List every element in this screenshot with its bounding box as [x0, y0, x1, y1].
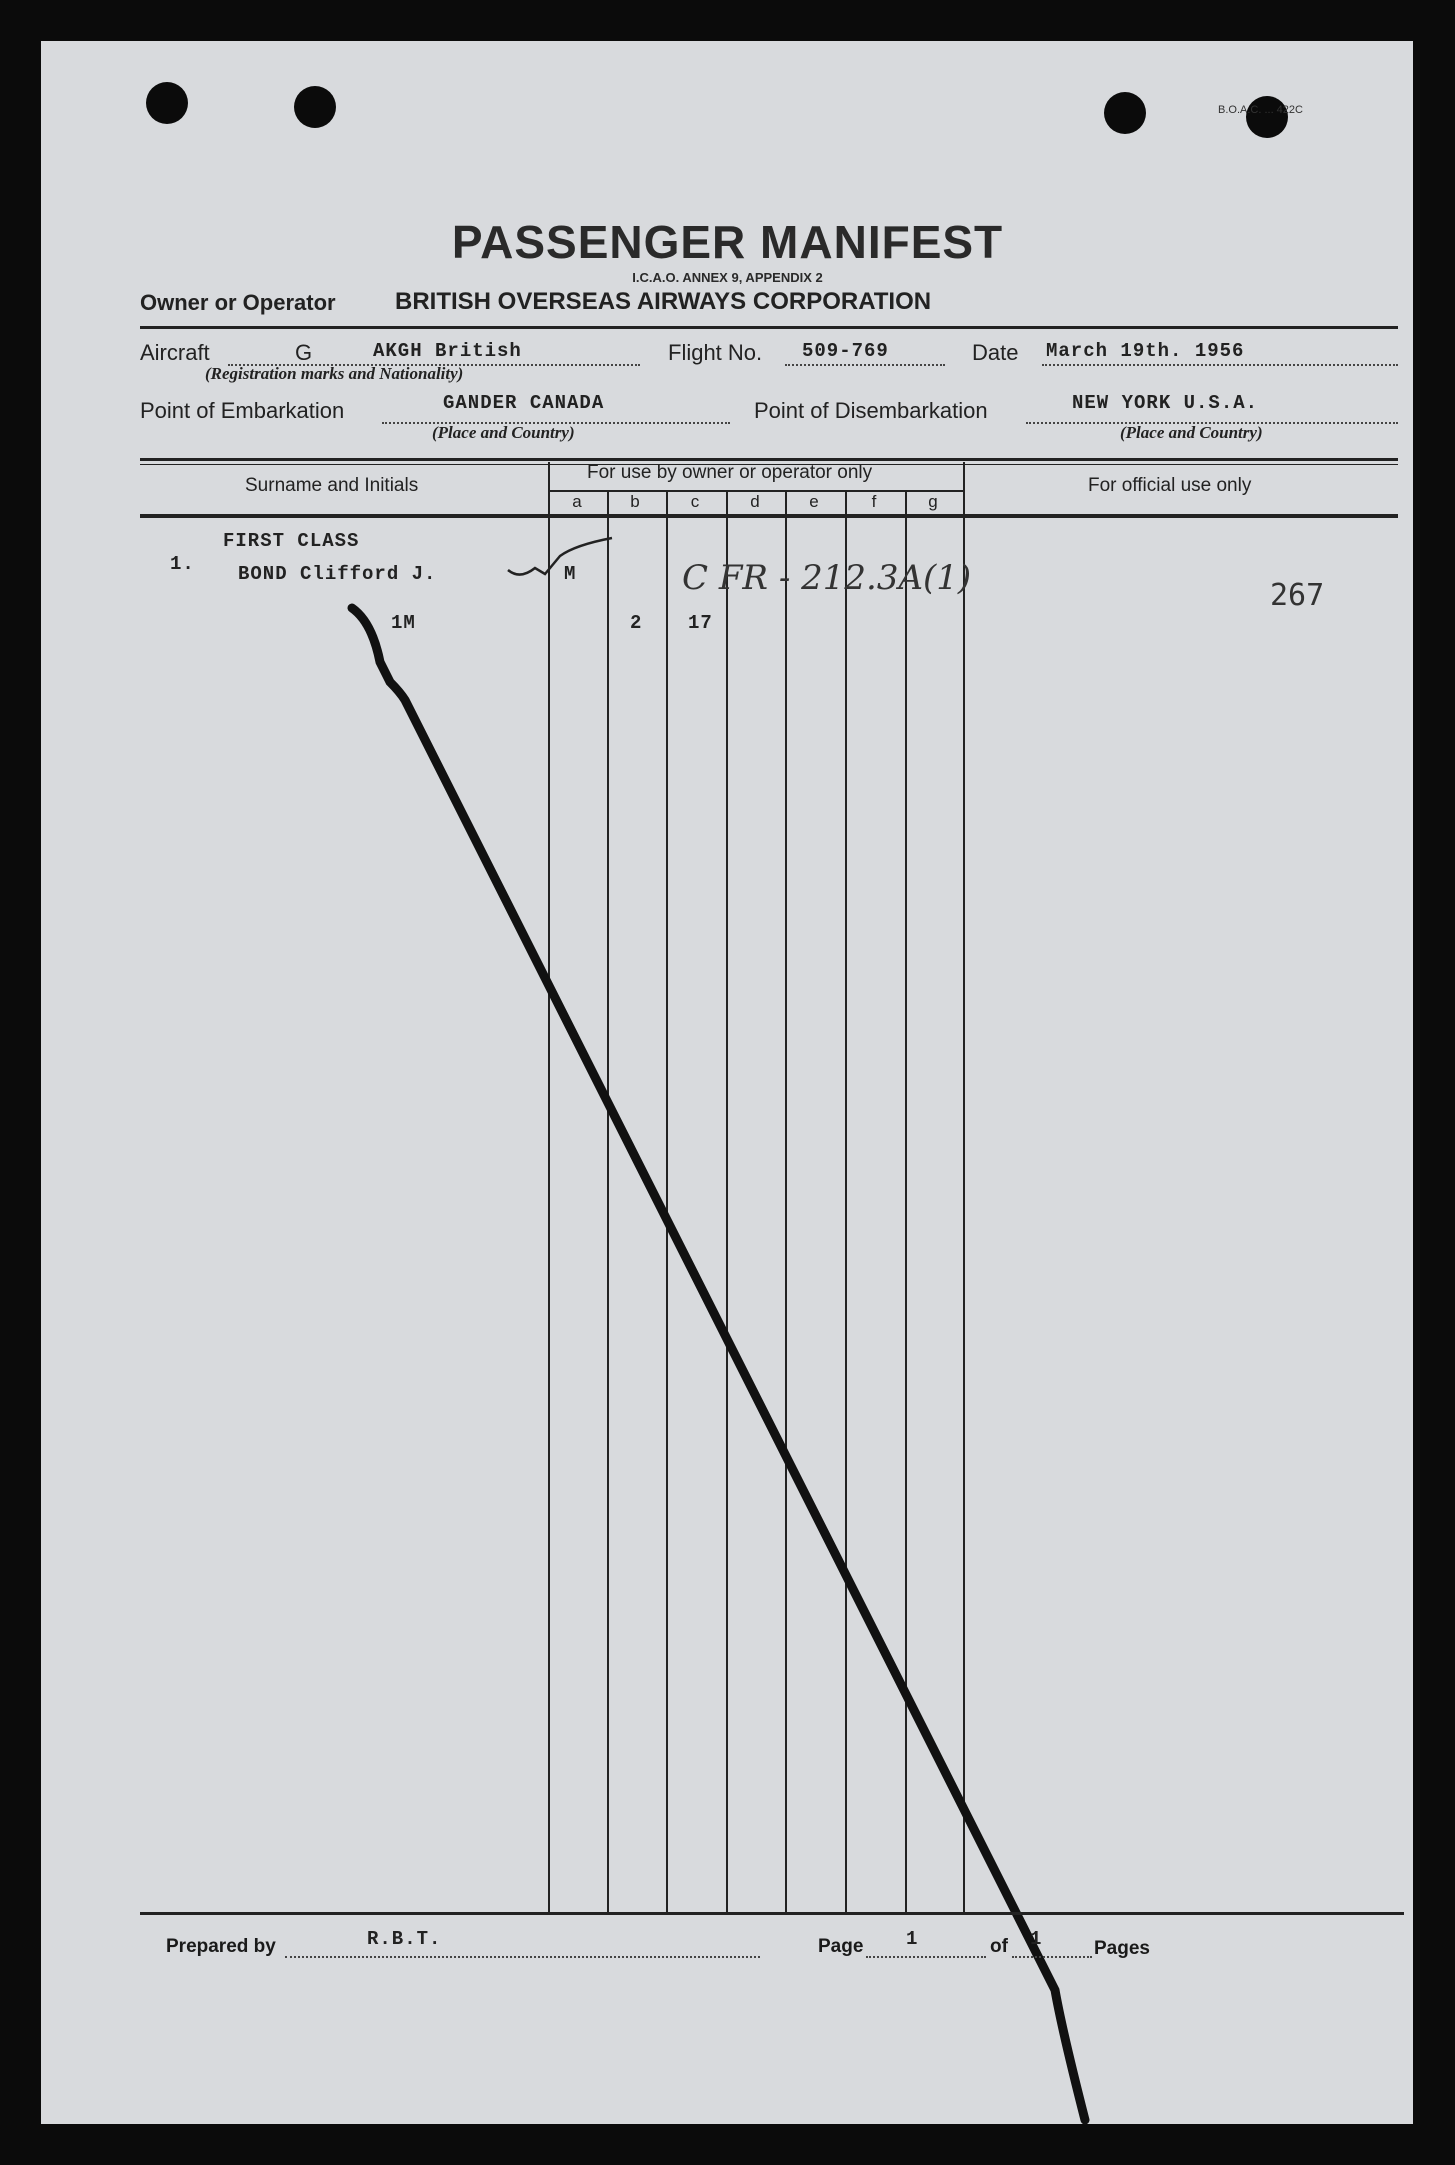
owner-value: BRITISH OVERSEAS AIRWAYS CORPORATION: [395, 288, 932, 315]
aircraft-label: Aircraft: [140, 340, 210, 365]
pages-field: [1012, 1934, 1092, 1958]
entry-col-a: M: [564, 563, 577, 585]
page-label: Page: [818, 1936, 864, 1957]
embarkation-label: Point of Embarkation: [140, 398, 345, 423]
header-owner-use: For use by owner or operator only: [587, 462, 873, 483]
aircraft-note: (Registration marks and Nationality): [205, 364, 464, 383]
diagonal-cancel-line: [352, 608, 1085, 2120]
disembarkation-value: NEW YORK U.S.A.: [1072, 392, 1259, 414]
entry-col-b: 2: [630, 612, 643, 634]
flight-value: 509-769: [802, 340, 889, 362]
owner-label: Owner or Operator: [140, 290, 336, 315]
date-value: March 19th. 1956: [1046, 340, 1245, 362]
prepared-label: Prepared by: [166, 1936, 276, 1957]
pages-label: Pages: [1094, 1938, 1150, 1959]
handwritten-note: C FR - 212.3A(1): [682, 558, 972, 598]
aircraft-value: AKGH British: [373, 340, 522, 362]
check-mark-icon: [508, 538, 612, 575]
header-official: For official use only: [1088, 475, 1252, 496]
disembarkation-note: (Place and Country): [1120, 423, 1263, 442]
page-field: [866, 1934, 986, 1958]
aircraft-prefix: G: [295, 340, 313, 365]
entry-col-c: 17: [688, 612, 713, 634]
subcol-f: f: [871, 492, 877, 511]
page-subtitle: I.C.A.O. ANNEX 9, APPENDIX 2: [632, 270, 823, 285]
of-label: of: [990, 1936, 1008, 1957]
entry-line2-code: 1M: [391, 612, 416, 634]
prepared-value: R.B.T.: [367, 1928, 442, 1950]
entry-name: BOND Clifford J.: [238, 563, 437, 585]
page-title: PASSENGER MANIFEST: [451, 216, 1004, 268]
subcol-b: b: [630, 492, 640, 511]
subcol-g: g: [928, 492, 938, 511]
subcol-e: e: [809, 492, 819, 511]
rule-footer: [140, 1912, 1404, 1915]
date-label: Date: [972, 340, 1019, 365]
subcol-d: d: [750, 492, 760, 511]
prepared-field: [285, 1934, 760, 1958]
subcol-c: c: [690, 492, 700, 511]
page-value: 1: [906, 1928, 919, 1950]
subcol-a: a: [572, 492, 582, 511]
disembarkation-label: Point of Disembarkation: [754, 398, 988, 423]
header-surname: Surname and Initials: [245, 475, 419, 496]
pages-value: 1: [1030, 1928, 1043, 1950]
class-label: FIRST CLASS: [223, 530, 360, 552]
form-code: B.O.A.C. ... 422C: [1218, 104, 1303, 116]
flight-label: Flight No.: [668, 340, 763, 365]
embarkation-note: (Place and Country): [432, 423, 575, 442]
entry-number: 1.: [170, 553, 195, 575]
embarkation-value: GANDER CANADA: [443, 392, 605, 414]
official-number: 267: [1270, 578, 1325, 613]
